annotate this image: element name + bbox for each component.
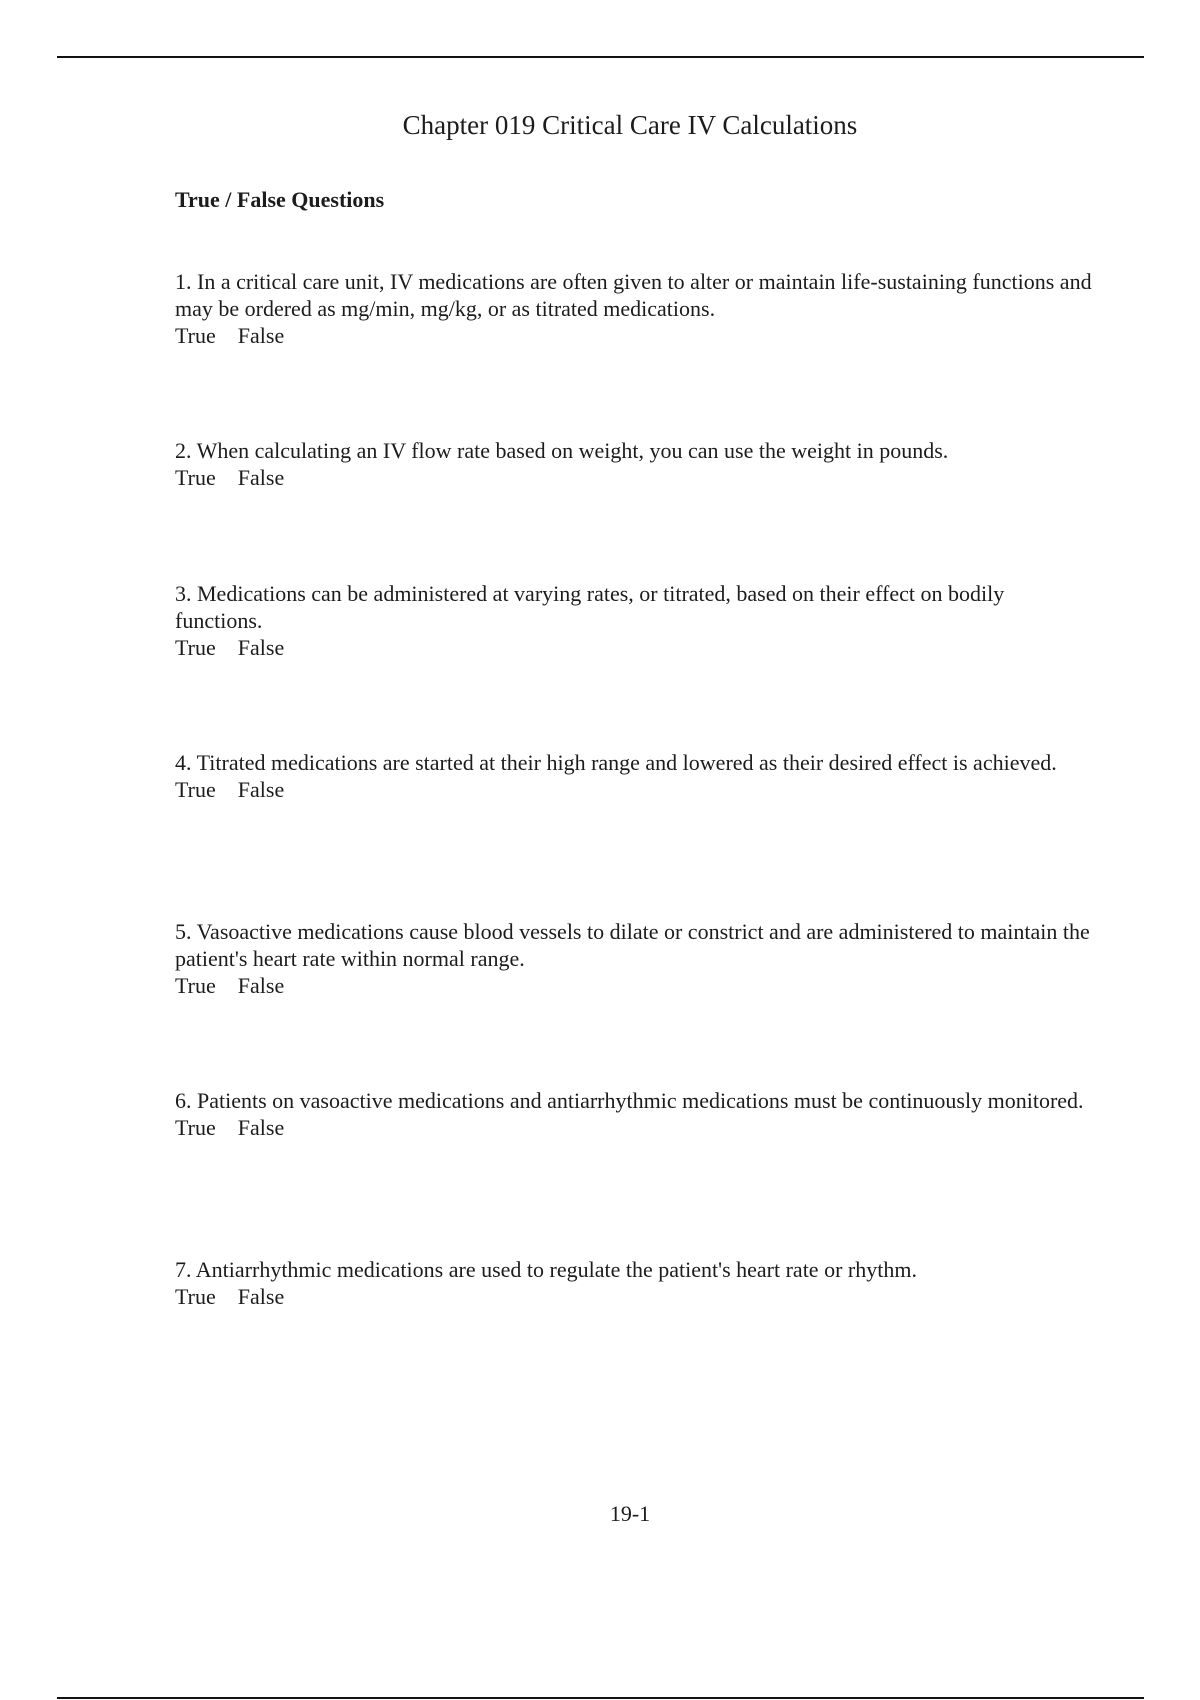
option-true[interactable]: True: [175, 1115, 216, 1140]
question-text: 5. Vasoactive medications cause blood vessels to dilate or constrict and are administered to maintain the patient's heart rate within normal range.: [175, 919, 1090, 971]
answer-options: [175, 634, 1095, 661]
option-true[interactable]: True: [175, 973, 216, 998]
question-text: 3. Medications can be administered at varying rates, or titrated, based on their effect on bodily functions.: [175, 581, 1005, 633]
option-false[interactable]: False: [237, 973, 285, 998]
option-true[interactable]: True: [175, 323, 216, 348]
section-heading: True / False Questions: [175, 187, 385, 212]
option-true[interactable]: True: [175, 635, 216, 660]
question-2: [175, 437, 1095, 491]
question-text: 4. Titrated medications are started at their high range and lowered as their desired effect is achieved.: [175, 750, 1057, 775]
page-number: 19-1: [609, 1501, 651, 1526]
question-text: 7. Antiarrhythmic medications are used to regulate the patient's heart rate or rhythm.: [175, 1257, 917, 1282]
top-rule: [57, 56, 1144, 58]
option-false[interactable]: False: [237, 635, 285, 660]
question-text: 6. Patients on vasoactive medications and antiarrhythmic medications must be continuously monitored.: [175, 1088, 1084, 1113]
answer-options: [175, 464, 1095, 491]
question-7: [175, 1256, 1095, 1310]
question-3: [175, 580, 1095, 661]
question-text: 1. In a critical care unit, IV medications are often given to alter or maintain life-sustaining functions and may be ordered as mg/min, mg/kg, or as titrated medications.: [175, 269, 1092, 321]
answer-options: [175, 972, 1095, 999]
answer-options: [175, 322, 1095, 349]
question-4: [175, 749, 1095, 803]
option-true[interactable]: True: [175, 1284, 216, 1309]
option-false[interactable]: False: [237, 777, 285, 802]
option-false[interactable]: False: [237, 465, 285, 490]
answer-options: [175, 1114, 1095, 1141]
question-1: [175, 268, 1095, 349]
option-true[interactable]: True: [175, 777, 216, 802]
answer-options: [175, 1283, 1095, 1310]
option-true[interactable]: True: [175, 465, 216, 490]
option-false[interactable]: False: [237, 323, 285, 348]
question-5: [175, 918, 1095, 999]
option-false[interactable]: False: [237, 1284, 285, 1309]
question-text: 2. When calculating an IV flow rate based on weight, you can use the weight in pounds.: [175, 438, 949, 463]
page-title: Chapter 019 Critical Care IV Calculations: [402, 110, 858, 140]
option-false[interactable]: False: [237, 1115, 285, 1140]
answer-options: [175, 776, 1095, 803]
bottom-rule: [57, 1697, 1144, 1699]
question-6: [175, 1087, 1095, 1141]
